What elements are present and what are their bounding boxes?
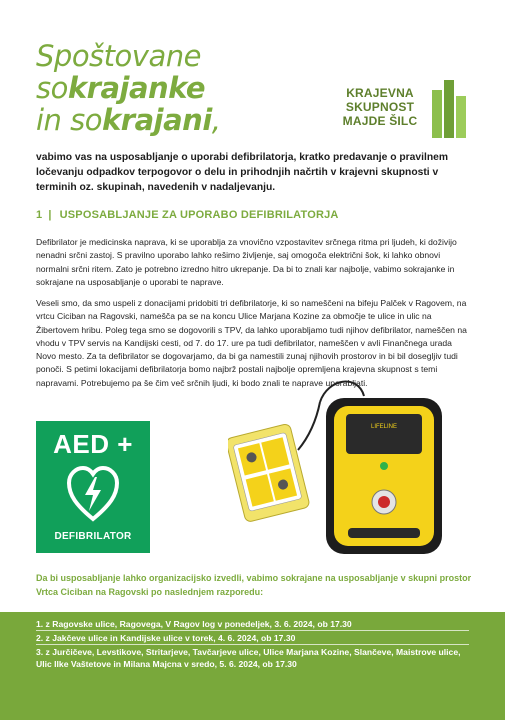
schedule-item: 2. z Jakčeve ulice in Kandijske ulice v torek, 4. 6. 2024, ob 17.30 — [36, 633, 296, 643]
title-line-1: Spoštovane — [36, 39, 201, 73]
paragraph-defibrilator-info: Defibrilator je medicinska naprava, ki se uporablja za vnovično vzpostavitev srčnega ritma pri ljudeh, ki doživijo nenadni srčni zastoj. S pravilno uporabo lahko rešimo življenje, saj omogoča električni šok, ki lahko obnovi normalni srčni ritem. Zato je potrebno izredno hitro ukrepanje. Da bi to znali kar najbolje, vabimo sokrajanke in sokrajane na usposabljanje o uporabi te naprave. — [36, 237, 457, 287]
schedule-divider — [36, 644, 469, 645]
defibrillator-device-image — [228, 378, 450, 558]
invite-text: Da bi usposabljanje lahko organizacijsko izvedli, vabimo sokrajane na usposabljanje v skupni prostor Vrtca Ciciban na Ragovski po naslednjem razporedu: — [36, 573, 472, 597]
intro-text: vabimo vas na usposabljanje o uporabi defibrilatorja, kratko predavanje o pravilnem ločevanju odpadkov terpogovor o delu in prihodnjih načrtih v krajevni skupnosti v terminih oz. skupinah, navedenih v nadaljevanju. — [36, 152, 448, 193]
section-divider: | — [48, 209, 52, 221]
section-heading — [36, 209, 474, 221]
section-title: USPOSABLJANJE ZA UPORABO DEFIBRILATORJA — [59, 209, 339, 221]
schedule-item: 3. z Jurčičeve, Levstikove, Stritarjeve, Tavčarjeve ulice, Ulice Marjana Kozine, Slančeve, Maistrove ulice, Ulic Ilke Vaštetove in Milana Majcna v sredo, 5. 6. 2024, ob 17.30 — [36, 647, 461, 669]
logo-text: KRAJEVNA SKUPNOST MAJDE ŠILC — [342, 86, 418, 128]
title-line-3: in sokrajani, — [36, 103, 221, 137]
device-brand: LIFELINE — [370, 424, 398, 430]
title-line-2: sokrajanke — [36, 71, 206, 105]
aed-title: AED + — [53, 429, 133, 459]
aed-label: DEFIBRILATOR — [54, 531, 132, 542]
schedule-item: 1. z Ragovske ulice, Ragovega, V Ragov log v ponedeljek, 3. 6. 2024, ob 17.30 — [36, 619, 352, 629]
paragraph-locations: Veseli smo, da smo uspeli z donacijami pridobiti tri defibrilatorje, ki so nameščeni na bifeju Palček v Ragovem, na vrtcu Ciciban na Ragovski, nameščа pa se na koncu Ulice Marjana Kozine za območje te ulice in ulic na Žibertovem hribu. Poleg tega smo se dogovorili s TPV, da lahko uporabljamo tudi njihov defibrilator, nameščen na vhodu v TPV servis na Kandijski cesti, od 7. do 17. ure pa tudi defibrilator, nameščen v avli Finančnega urada Novo mesto. Za ta defibrilator se dogovarjamo, da bi ga namestili zunaj njihovih prostorov in bi bil dosegljiv tudi ponoči. S petimi lokacijami defibrilatorja bomo najbrž postali najbolje opremljena krajevna skupnost s temi napravami. Potrebujemo pa še čim več srčnih ljudi, ki bodo znali te naprave uporabljati. — [36, 298, 467, 388]
section-number: 1 — [36, 209, 43, 221]
page-title — [36, 40, 326, 136]
aed-sign — [36, 421, 150, 553]
schedule-divider — [36, 630, 469, 631]
heart-lightning-icon — [66, 465, 120, 523]
